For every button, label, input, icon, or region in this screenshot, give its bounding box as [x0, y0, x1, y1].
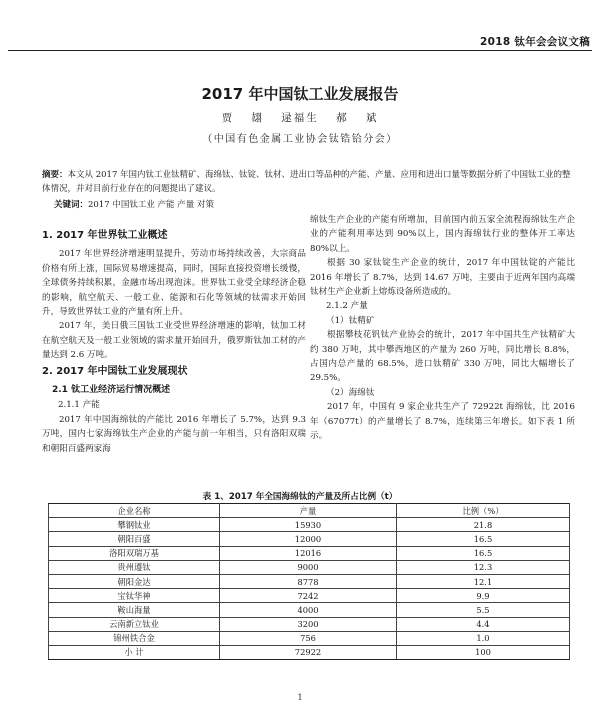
section-heading-2: 2. 2017 年中国钛工业发展现状	[42, 365, 188, 377]
section-heading-1: 1. 2017 年世界钛工业概述	[42, 230, 168, 241]
table-cell: 攀钢钛业	[49, 518, 220, 532]
table-cell: 云南新立钛业	[49, 617, 220, 631]
table-cell: 5.5	[397, 603, 570, 617]
table-total-row	[49, 645, 570, 659]
table-cell: 8778	[220, 574, 397, 588]
keywords-label: 关键词：	[54, 200, 89, 210]
table-cell: 756	[220, 631, 397, 645]
paragraph: 2017 年，中国有 9 家企业共生产了 72922t 海绵钛，比 2016 年（67077t）的产量增长了 8.7%，连续第三年增长。如下表 1 所示。	[310, 402, 575, 442]
table-cell: 4000	[220, 603, 397, 617]
table-cell: 洛阳双瑞万基	[49, 546, 220, 560]
production-table	[48, 503, 570, 660]
table-cell: 3200	[220, 617, 397, 631]
table-row	[49, 631, 570, 645]
table-row	[49, 532, 570, 546]
running-header: 2018 钛年会会议文稿	[480, 36, 590, 48]
table-row	[49, 617, 570, 631]
header-rule	[8, 50, 592, 51]
paragraph: 2017 年中国海绵钛的产能比 2016 年增长了 5.7%，达到 9.3 万吨，国内七家海绵钛生产企业的产能与前一年相当，只有洛阳双瑞和朝阳百盛两家海	[42, 414, 306, 454]
table-cell: 小 计	[49, 645, 220, 659]
table-cell: 12.1	[397, 574, 570, 588]
paragraph: 根据攀枝花钒钛产业协会的统计，2017 年中国共生产钛精矿大约 380 万吨，其中攀西地区的产量为 260 万吨，同比增长 8.8%，占国内总产量的 68.5%，进口钛精矿 330 万吨，同比大幅增长了 29.5%。	[310, 330, 575, 384]
paragraph: 2017 年世界经济增速明显提升，劳动市场持续改善，大宗商品价格有所上涨，国际贸易增速提高，同时，国际直接投资增长缓慢，全球债务持续积累，金融市场出现泡沫。世界钛工业受全球经济企稳的影响，航空航天、一般工业、能源和石化等领域的钛需求开始回升，导致世界钛工业的产量有所上升。	[42, 249, 306, 318]
table-cell: 鞍山海量	[49, 603, 220, 617]
table-row	[49, 603, 570, 617]
authors: 贾 翃 逯福生 郝 斌	[221, 112, 379, 124]
paper-title: 2017 年中国钛工业发展报告	[201, 85, 399, 103]
item-heading-sponge-titanium: （2）海绵钛	[326, 387, 375, 398]
subsubsection-heading-2-1-1: 2.1.1 产能	[58, 400, 100, 411]
table-row	[49, 546, 570, 560]
table-cell: 宝钛华神	[49, 589, 220, 603]
paragraph: 2017 年，美日俄三国钛工业受世界经济增速的影响，钛加工材在航空航天及一般工业领域的需求量开始回升，俄罗斯钛加工材的产量达到 2.6 万吨。	[42, 321, 306, 361]
page-number: 1	[297, 693, 303, 702]
table-cell: 15930	[220, 518, 397, 532]
table-header-cell: 企业名称	[49, 504, 220, 518]
table-cell: 1.0	[397, 631, 570, 645]
table-row	[49, 560, 570, 574]
abstract-text: 本文从 2017 年国内钛工业钛精矿、海绵钛、钛锭、钛材、进出口等品种的产能、产量、应用和进出口量等数据分析了中国钛工业的整体情况，并对目前行业存在的问题提出了建议。	[42, 170, 571, 194]
table-cell: 12016	[220, 546, 397, 560]
table-cell: 4.4	[397, 617, 570, 631]
table-cell: 贵州遵钛	[49, 560, 220, 574]
subsection-heading-2-1: 2.1 钛工业经济运行情况概述	[52, 385, 171, 396]
table-caption: 表 1、2017 年全国海绵钛的产量及所占比例（t）	[202, 492, 398, 502]
abstract-label: 摘要：	[42, 170, 68, 180]
paragraph: 根据 30 家钛锭生产企业的统计，2017 年中国钛锭的产能比 2016 年增长了 8.7%，达到 14.67 万吨，主要由于近两年国内高端钛材生产企业新上熔炼设备所造成的。	[310, 258, 575, 298]
table-cell: 朝阳百盛	[49, 532, 220, 546]
keywords-text: 2017 中国钛工业 产能 产量 对策	[88, 200, 214, 210]
right-column	[310, 213, 575, 444]
table-cell: 锦州铁合金	[49, 631, 220, 645]
affiliation: （中国有色金属工业协会钛锆铪分会）	[202, 134, 398, 145]
table-cell: 朝阳金达	[49, 574, 220, 588]
table-cell: 9000	[220, 560, 397, 574]
table-cell: 16.5	[397, 546, 570, 560]
table-cell: 9.9	[397, 589, 570, 603]
table-cell: 12.3	[397, 560, 570, 574]
abstract	[42, 168, 572, 196]
table-header-cell: 比例（%）	[397, 504, 570, 518]
table-row	[49, 589, 570, 603]
table-cell: 72922	[220, 645, 397, 659]
keywords	[54, 198, 574, 210]
item-heading-titanium-concentrate: （1）钛精矿	[326, 315, 375, 326]
table-cell: 100	[397, 645, 570, 659]
table-row	[49, 574, 570, 588]
table-cell: 7242	[220, 589, 397, 603]
table-row	[49, 518, 570, 532]
subsubsection-heading-2-1-2: 2.1.2 产量	[326, 301, 368, 312]
table-cell: 16.5	[397, 532, 570, 546]
table-header-cell: 产量	[220, 504, 397, 518]
left-column	[42, 227, 306, 456]
table-cell: 12000	[220, 532, 397, 546]
paragraph: 绵钛生产企业的产能有所增加，目前国内前五家全流程海绵钛生产企业的产能利用率达到 90%以上，国内海绵钛行业的整体开工率达 80%以上。	[310, 215, 575, 254]
table-cell: 21.8	[397, 518, 570, 532]
